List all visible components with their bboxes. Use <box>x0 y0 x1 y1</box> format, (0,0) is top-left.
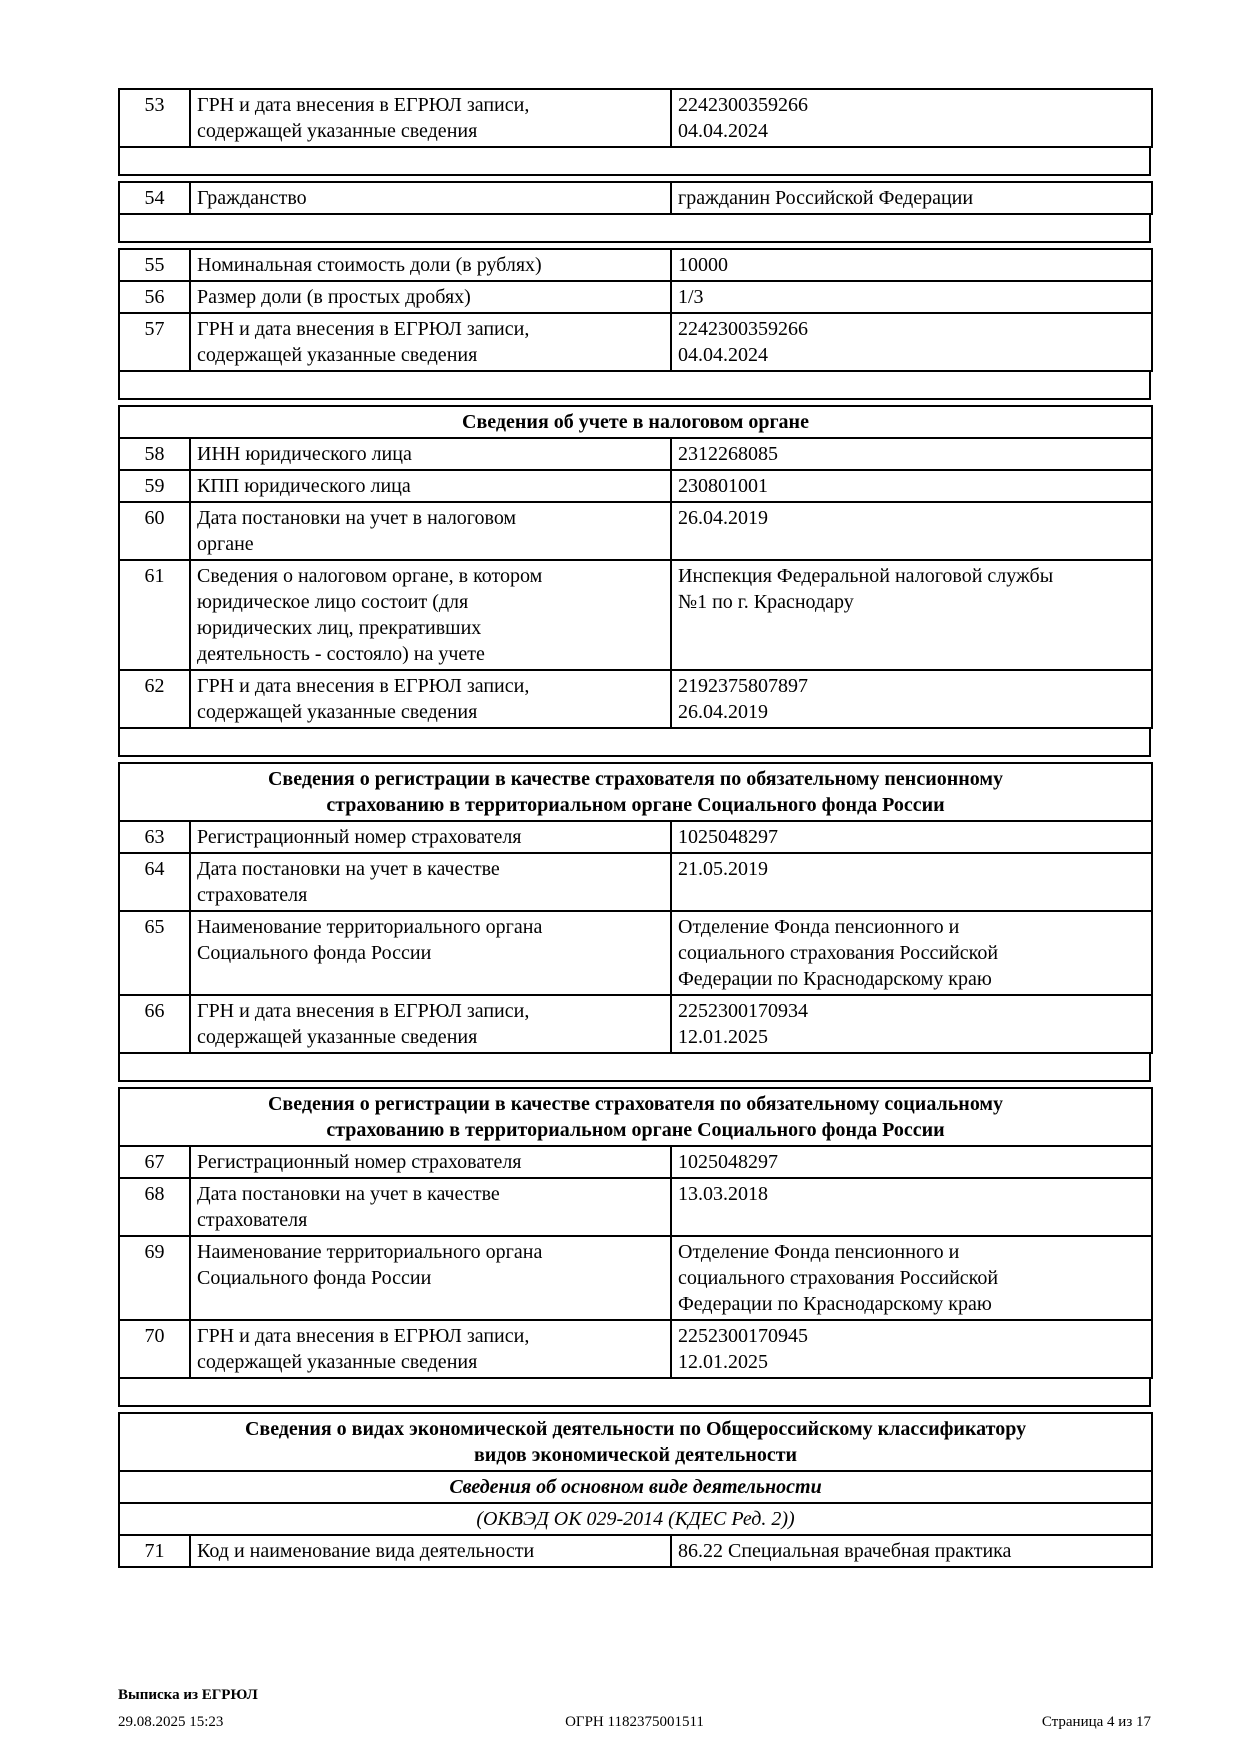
row-value-line: 1025048297 <box>678 1151 778 1173</box>
row-value-line: Федерации по Краснодарскому краю <box>678 968 992 990</box>
row-value-line: 86.22 Специальная врачебная практика <box>678 1540 1012 1562</box>
row-number: 68 <box>119 1178 190 1236</box>
row-value-line: 1/3 <box>678 286 704 308</box>
row-label-line: Регистрационный номер страхователя <box>197 826 522 848</box>
footer-doc-title: Выписка из ЕГРЮЛ <box>118 1687 258 1703</box>
section-header-line: видов экономической деятельности <box>473 1444 798 1466</box>
row-value-line: 2192375807897 <box>678 675 808 697</box>
row-value-line: 2252300170945 <box>678 1325 808 1347</box>
row-value <box>671 249 1152 281</box>
table-row <box>119 1320 1152 1378</box>
row-label <box>190 249 671 281</box>
page-footer <box>118 1686 1151 1732</box>
row-value <box>671 281 1152 313</box>
row-number: 64 <box>119 853 190 911</box>
section-header <box>119 1088 1152 1146</box>
row-number: 55 <box>119 249 190 281</box>
row-label <box>190 1236 671 1320</box>
table-row <box>119 1471 1152 1503</box>
row-value <box>671 821 1152 853</box>
row-value <box>671 182 1152 214</box>
row-value <box>671 438 1152 470</box>
row-label <box>190 502 671 560</box>
row-label <box>190 560 671 670</box>
row-value-line: 12.01.2025 <box>678 1026 768 1048</box>
row-value-line: 04.04.2024 <box>678 344 768 366</box>
table-row <box>119 1535 1152 1567</box>
row-number: 62 <box>119 670 190 728</box>
row-value-line: гражданин Российской Федерации <box>678 187 974 209</box>
row-number: 53 <box>119 89 190 147</box>
footer-datetime: 29.08.2025 15:23 <box>118 1714 224 1730</box>
row-number: 61 <box>119 560 190 670</box>
table-row <box>119 281 1152 313</box>
row-label-line: страхователя <box>197 884 308 906</box>
row-value-line: 2242300359266 <box>678 318 808 340</box>
row-value-line: 2252300170934 <box>678 1000 808 1022</box>
row-value-line: 12.01.2025 <box>678 1351 768 1373</box>
footer-ogrn: ОГРН 1182375001511 <box>565 1714 704 1730</box>
section-table <box>118 1087 1153 1379</box>
row-label-line: ГРН и дата внесения в ЕГРЮЛ записи, <box>197 318 530 340</box>
row-value-line: 230801001 <box>678 475 768 497</box>
row-value-line: социального страхования Российской <box>678 1267 999 1289</box>
row-label <box>190 1535 671 1567</box>
row-label-line: содержащей указанные сведения <box>197 1351 478 1373</box>
table-row <box>119 1088 1152 1146</box>
row-label-line: Размер доли (в простых дробях) <box>197 286 471 308</box>
table-row <box>119 1236 1152 1320</box>
row-number: 66 <box>119 995 190 1053</box>
row-value <box>671 1320 1152 1378</box>
row-value <box>671 502 1152 560</box>
section-table <box>118 181 1153 215</box>
row-label-line: ГРН и дата внесения в ЕГРЮЛ записи, <box>197 1000 530 1022</box>
row-number: 65 <box>119 911 190 995</box>
row-value <box>671 1535 1152 1567</box>
row-label <box>190 470 671 502</box>
row-label-line: юридических лиц, прекративших <box>197 617 482 639</box>
row-value-line: 2242300359266 <box>678 94 808 116</box>
row-label-line: Код и наименование вида деятельности <box>197 1540 535 1562</box>
section-table <box>118 248 1153 372</box>
row-value-line: №1 по г. Краснодару <box>678 591 854 613</box>
row-label <box>190 821 671 853</box>
section-header-line: Сведения об учете в налоговом органе <box>462 411 809 433</box>
table-spacer <box>118 1379 1151 1407</box>
row-label <box>190 670 671 728</box>
row-label <box>190 853 671 911</box>
table-row <box>119 502 1152 560</box>
note-header-line: (ОКВЭД ОК 029-2014 (КДЕС Ред. 2)) <box>476 1508 795 1530</box>
row-label-line: Социального фонда России <box>197 1267 432 1289</box>
row-value <box>671 1236 1152 1320</box>
row-label <box>190 995 671 1053</box>
row-value-line: 10000 <box>678 254 728 276</box>
row-value-line: 13.03.2018 <box>678 1183 768 1205</box>
row-label-line: деятельность - состояло) на учете <box>197 643 485 665</box>
section-header-line: страхованию в территориальном органе Социального фонда России <box>326 794 945 816</box>
row-value <box>671 1178 1152 1236</box>
table-row <box>119 1413 1152 1471</box>
row-label <box>190 89 671 147</box>
row-number: 63 <box>119 821 190 853</box>
row-label-line: ГРН и дата внесения в ЕГРЮЛ записи, <box>197 1325 530 1347</box>
table-spacer <box>118 729 1151 757</box>
row-label <box>190 1320 671 1378</box>
row-number: 57 <box>119 313 190 371</box>
row-label-line: содержащей указанные сведения <box>197 120 478 142</box>
section-table <box>118 405 1153 729</box>
row-value-line: 04.04.2024 <box>678 120 768 142</box>
table-spacer <box>118 1054 1151 1082</box>
row-label-line: Дата постановки на учет в налоговом <box>197 507 517 529</box>
section-table <box>118 1412 1153 1568</box>
row-value <box>671 911 1152 995</box>
note-header <box>119 1503 1152 1535</box>
subsection-header-line: Сведения об основном виде деятельности <box>449 1476 822 1498</box>
table-row <box>119 313 1152 371</box>
row-value <box>671 89 1152 147</box>
table-spacer <box>118 215 1151 243</box>
row-value <box>671 560 1152 670</box>
row-number: 70 <box>119 1320 190 1378</box>
table-row <box>119 911 1152 995</box>
row-label-line: Наименование территориального органа <box>197 916 543 938</box>
row-value-line: Отделение Фонда пенсионного и <box>678 1241 960 1263</box>
section-header <box>119 1413 1152 1471</box>
row-value <box>671 313 1152 371</box>
table-spacer <box>118 148 1151 176</box>
table-row <box>119 821 1152 853</box>
row-label <box>190 1178 671 1236</box>
row-label-line: ГРН и дата внесения в ЕГРЮЛ записи, <box>197 94 530 116</box>
row-label-line: ИНН юридического лица <box>197 443 412 465</box>
section-table <box>118 762 1153 1054</box>
table-row <box>119 182 1152 214</box>
row-label-line: ГРН и дата внесения в ЕГРЮЛ записи, <box>197 675 530 697</box>
row-label-line: содержащей указанные сведения <box>197 701 478 723</box>
row-value-line: 1025048297 <box>678 826 778 848</box>
row-value-line: Отделение Фонда пенсионного и <box>678 916 960 938</box>
section-header-line: страхованию в территориальном органе Социального фонда России <box>326 1119 945 1141</box>
table-row <box>119 1178 1152 1236</box>
row-label-line: Гражданство <box>197 187 307 209</box>
section-header-line: Сведения о регистрации в качестве страхователя по обязательному пенсионному <box>267 768 1004 790</box>
row-label-line: Наименование территориального органа <box>197 1241 543 1263</box>
table-row <box>119 763 1152 821</box>
section-header-line: Сведения о регистрации в качестве страхователя по обязательному социальному <box>267 1093 1004 1115</box>
row-value-line: 26.04.2019 <box>678 701 768 723</box>
row-value-line: Инспекция Федеральной налоговой службы <box>678 565 1054 587</box>
row-label <box>190 1146 671 1178</box>
section-table <box>118 88 1153 148</box>
section-header <box>119 406 1152 438</box>
footer-page-number: Страница 4 из 17 <box>1041 1714 1151 1730</box>
table-row <box>119 853 1152 911</box>
row-value-line: 2312268085 <box>678 443 778 465</box>
row-number: 69 <box>119 1236 190 1320</box>
row-value <box>671 995 1152 1053</box>
row-value-line: 21.05.2019 <box>678 858 768 880</box>
row-value-line: 26.04.2019 <box>678 507 768 529</box>
row-number: 67 <box>119 1146 190 1178</box>
row-label <box>190 281 671 313</box>
row-label <box>190 438 671 470</box>
table-row <box>119 560 1152 670</box>
table-row <box>119 249 1152 281</box>
table-row <box>119 995 1152 1053</box>
row-value-line: Федерации по Краснодарскому краю <box>678 1293 992 1315</box>
table-row <box>119 670 1152 728</box>
row-label-line: Сведения о налоговом органе, в котором <box>197 565 543 587</box>
row-label <box>190 182 671 214</box>
subsection-header <box>119 1471 1152 1503</box>
row-label-line: Регистрационный номер страхователя <box>197 1151 522 1173</box>
row-number: 71 <box>119 1535 190 1567</box>
row-label-line: страхователя <box>197 1209 308 1231</box>
footer-row <box>118 1713 1151 1732</box>
document-tables <box>118 88 1151 1568</box>
table-row <box>119 1146 1152 1178</box>
table-row <box>119 89 1152 147</box>
table-spacer <box>118 372 1151 400</box>
row-value <box>671 670 1152 728</box>
section-header-line: Сведения о видах экономической деятельности по Общероссийскому классификатору <box>244 1418 1027 1440</box>
row-label-line: Дата постановки на учет в качестве <box>197 1183 500 1205</box>
row-label-line: органе <box>197 533 254 555</box>
row-number: 56 <box>119 281 190 313</box>
row-label <box>190 313 671 371</box>
row-label-line: содержащей указанные сведения <box>197 344 478 366</box>
row-value <box>671 1146 1152 1178</box>
row-value <box>671 470 1152 502</box>
row-number: 58 <box>119 438 190 470</box>
row-label-line: юридическое лицо состоит (для <box>197 591 469 613</box>
row-label-line: Номинальная стоимость доли (в рублях) <box>197 254 542 276</box>
table-row <box>119 470 1152 502</box>
row-number: 59 <box>119 470 190 502</box>
row-label <box>190 911 671 995</box>
row-value <box>671 853 1152 911</box>
row-label-line: Социального фонда России <box>197 942 432 964</box>
row-label-line: Дата постановки на учет в качестве <box>197 858 500 880</box>
table-row <box>119 1503 1152 1535</box>
row-number: 60 <box>119 502 190 560</box>
table-row <box>119 438 1152 470</box>
row-label-line: содержащей указанные сведения <box>197 1026 478 1048</box>
row-value-line: социального страхования Российской <box>678 942 999 964</box>
section-header <box>119 763 1152 821</box>
row-label-line: КПП юридического лица <box>197 475 411 497</box>
table-row <box>119 406 1152 438</box>
row-number: 54 <box>119 182 190 214</box>
